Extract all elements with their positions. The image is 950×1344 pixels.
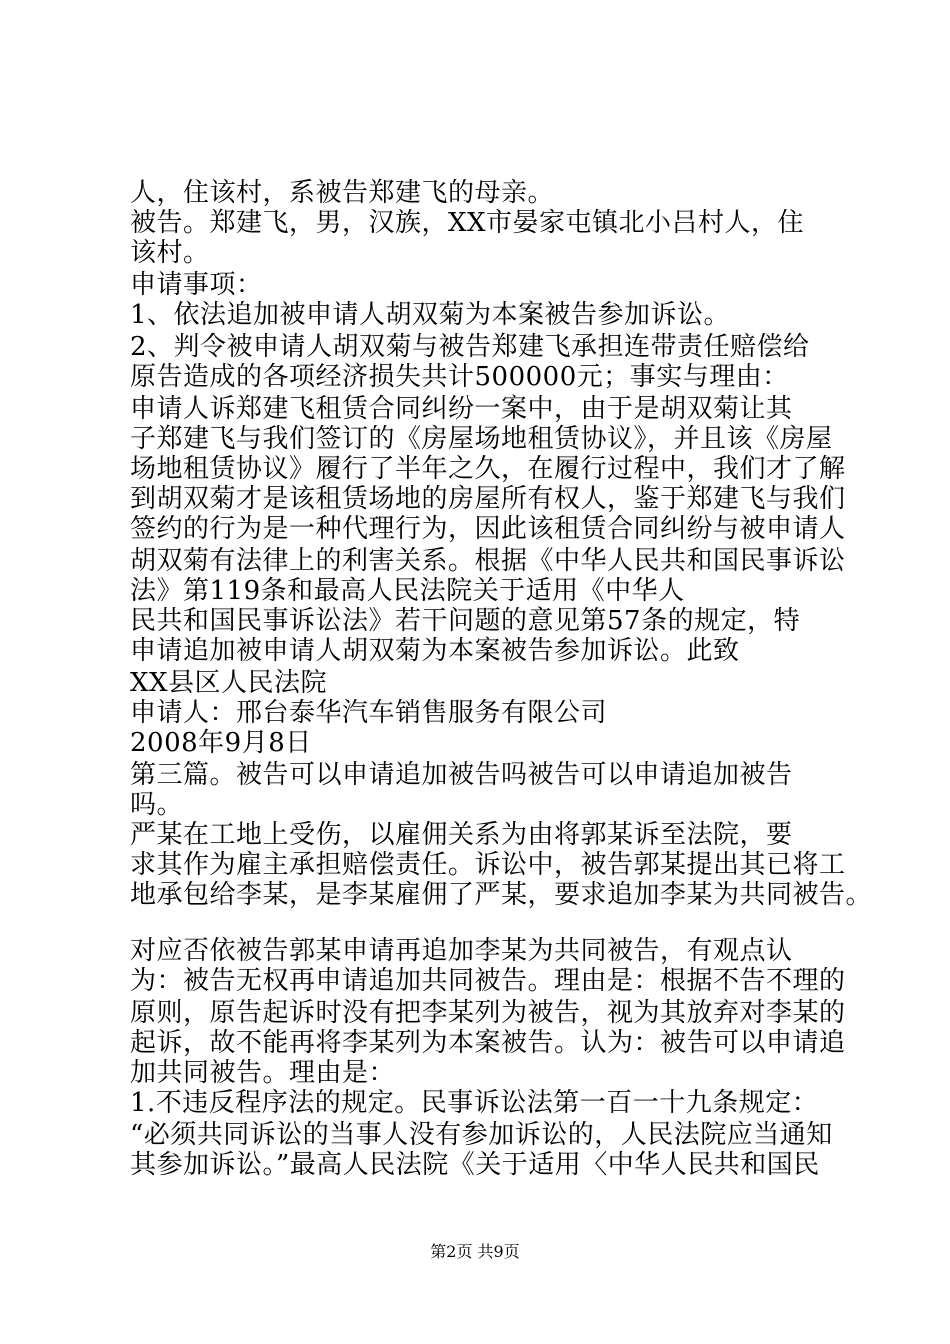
text-line: 吗。 [130,790,184,820]
text-line: 被告。郑建飞，男，汉族，XX市晏家屯镇北小吕村人，住 [130,208,805,238]
text-line: 对应否依被告郭某申请再追加李某为共同被告，有观点认 [130,936,793,966]
text-line: 起诉，故不能再将李某列为本案被告。认为：被告可以申请追 [130,1028,846,1058]
page-number-footer: 第2页 共9页 [430,1242,520,1261]
text-line: 1.不违反程序法的规定。民事诉讼法第一百一十九条规定： [130,1088,819,1118]
text-line: 场地租赁协议》履行了半年之久，在履行过程中，我们才了解 [130,454,846,484]
text-line: 加共同被告。理由是： [130,1058,396,1088]
text-line: 法》第119条和最高人民法院关于适用《中华人 [130,576,685,606]
text-line: 申请事项： [130,270,263,300]
text-line: 第三篇。被告可以申请追加被告吗被告可以申请追加被告 [130,760,793,790]
text-line: 求其作为雇主承担赔偿责任。诉讼中，被告郭某提出其已将工 [130,850,846,880]
text-line: 其参加诉讼。”最高人民法院《关于适用〈中华人民共和国民 [130,1150,820,1180]
text-line: 地承包给李某，是李某雇佣了严某，要求追加李某为共同被告。 [130,880,873,910]
text-line: 子郑建飞与我们签订的《房屋场地租赁协议》，并且该《房屋 [130,424,833,454]
text-line: 申请追加被申请人胡双菊为本案被告参加诉讼。此致 [130,636,740,666]
text-line: 申请人诉郑建飞租赁合同纠纷一案中，由于是胡双菊让其 [130,394,793,424]
text-line: XX县区人民法院 [130,668,328,698]
text-line: 到胡双菊才是该租赁场地的房屋所有权人，鉴于郑建飞与我们 [130,484,846,514]
text-line: 原则，原告起诉时没有把李某列为被告，视为其放弃对李某的 [130,998,846,1028]
text-line: 胡双菊有法律上的利害关系。根据《中华人民共和国民事诉讼 [130,546,846,576]
text-line: 该村。 [130,238,210,268]
text-line: 严某在工地上受伤，以雇佣关系为由将郭某诉至法院，要 [130,820,793,850]
text-line: 原告造成的各项经济损失共计500000元；事实与理由： [130,362,789,392]
text-line: 2008年9月8日 [130,728,312,758]
text-line: 为：被告无权再申请追加共同被告。理由是：根据不告不理的 [130,966,846,996]
text-line: 人，住该村，系被告郑建飞的母亲。 [130,178,555,208]
text-line: 签约的行为是一种代理行为，因此该租赁合同纠纷与被申请人 [130,514,846,544]
text-line: 1、依法追加被申请人胡双菊为本案被告参加诉讼。 [130,300,731,330]
text-line: 民共和国民事诉讼法》若干问题的意见第57条的规定，特 [130,606,801,636]
text-line: 申请人：邢台泰华汽车销售服务有限公司 [130,698,608,728]
text-line: “必须共同诉讼的当事人没有参加诉讼的，人民法院应当通知 [130,1120,833,1150]
text-line: 2、判令被申请人胡双菊与被告郑建飞承担连带责任赔偿给 [130,332,810,362]
